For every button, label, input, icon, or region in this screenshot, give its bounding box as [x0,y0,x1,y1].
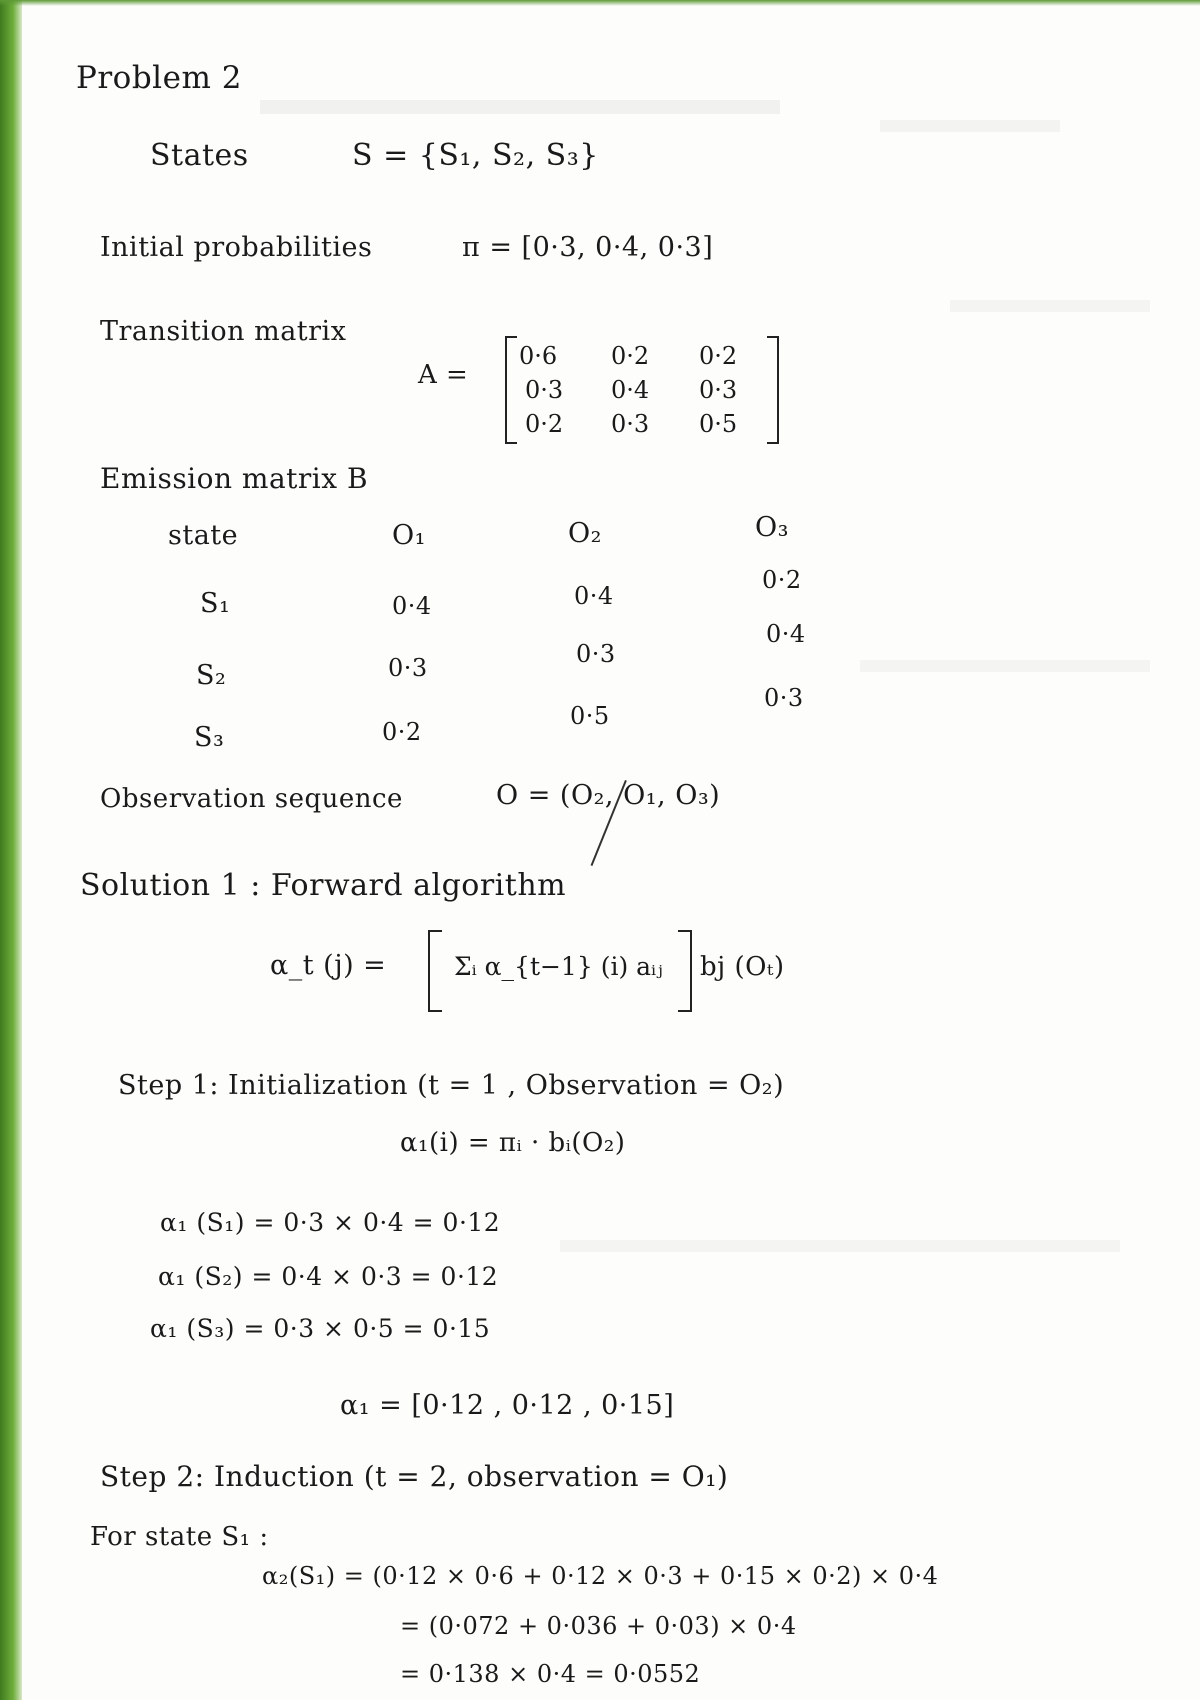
emission-cell: 0·4 [574,582,614,610]
bleed-through-mark [880,120,1060,132]
matrix-cell: 0·3 [525,376,564,404]
states-label: States [150,138,249,173]
solution-heading: Solution 1 : Forward algorithm [80,868,567,903]
matrix-cell: 0·2 [611,342,650,370]
emission-header-state: state [168,520,239,551]
bleed-through-mark [260,100,780,114]
transition-matrix-label: Transition matrix [100,316,347,347]
forward-formula-rhs: bj (Oₜ) [700,952,785,982]
emission-cell: 0·2 [382,718,422,746]
states-expression: S = {S₁, S₂, S₃} [352,138,599,173]
matrix-cell: 0·4 [611,376,650,404]
step2-for-state: For state S₁ : [90,1522,269,1552]
observation-expression: O = (O₂, O₁, O₃) [496,780,721,811]
initial-probabilities-expression: π = [0·3, 0·4, 0·3] [462,232,714,263]
transition-matrix [505,336,779,444]
emission-cell: 0·3 [764,684,804,712]
problem-title: Problem 2 [76,60,242,96]
step1-line: α₁ (S₁) = 0·3 × 0·4 = 0·12 [160,1208,501,1237]
matrix-cell: 0·3 [611,410,650,438]
page-top-edge [0,0,1200,6]
emission-cell: 0·3 [576,640,616,668]
step1-general-formula: α₁(i) = πᵢ · bᵢ(O₂) [400,1128,626,1158]
observation-label: Observation sequence [100,784,403,814]
step2-line: α₂(S₁) = (0·12 × 0·6 + 0·12 × 0·3 + 0·15 × 0·2) × 0·4 [262,1562,939,1590]
step2-line: = (0·072 + 0·036 + 0·03) × 0·4 [400,1612,797,1640]
emission-matrix-label: Emission matrix B [100,462,369,495]
matrix-cell: 0·2 [525,410,564,438]
emission-cell: 0·2 [762,566,802,594]
emission-row-state: S₁ [200,588,231,619]
emission-cell: 0·5 [570,702,610,730]
bleed-through-mark [860,660,1150,672]
emission-header-o1: O₁ [392,520,426,551]
emission-header-o3: O₃ [755,512,789,543]
bleed-through-mark [560,1240,1120,1252]
step1-heading: Step 1: Initialization (t = 1 , Observation = O₂) [118,1070,785,1101]
forward-formula-lhs: α_t (j) = [270,950,387,981]
emission-row-state: S₂ [196,660,227,691]
emission-cell: 0·3 [388,654,428,682]
matrix-cell: 0·3 [699,376,738,404]
transition-matrix-symbol: A = [418,360,469,390]
matrix-cell: 0·5 [699,410,738,438]
matrix-cell: 0·6 [519,342,558,370]
forward-formula-bracket [428,930,692,1012]
emission-header-o2: O₂ [568,518,602,549]
step1-line: α₁ (S₂) = 0·4 × 0·3 = 0·12 [158,1262,499,1291]
emission-cell: 0·4 [392,592,432,620]
matrix-cell: 0·2 [699,342,738,370]
step2-line: = 0·138 × 0·4 = 0·0552 [400,1660,701,1688]
step2-heading: Step 2: Induction (t = 2, observation = O₁) [100,1460,729,1493]
step1-line: α₁ (S₃) = 0·3 × 0·5 = 0·15 [150,1314,491,1343]
emission-cell: 0·4 [766,620,806,648]
step1-result: α₁ = [0·12 , 0·12 , 0·15] [340,1390,675,1421]
initial-probabilities-label: Initial probabilities [100,232,373,263]
forward-formula-sum: Σᵢ α_{t−1} (i) aᵢⱼ [454,952,663,981]
page-edge [0,0,22,1700]
emission-row-state: S₃ [194,722,225,753]
bleed-through-mark [950,300,1150,312]
